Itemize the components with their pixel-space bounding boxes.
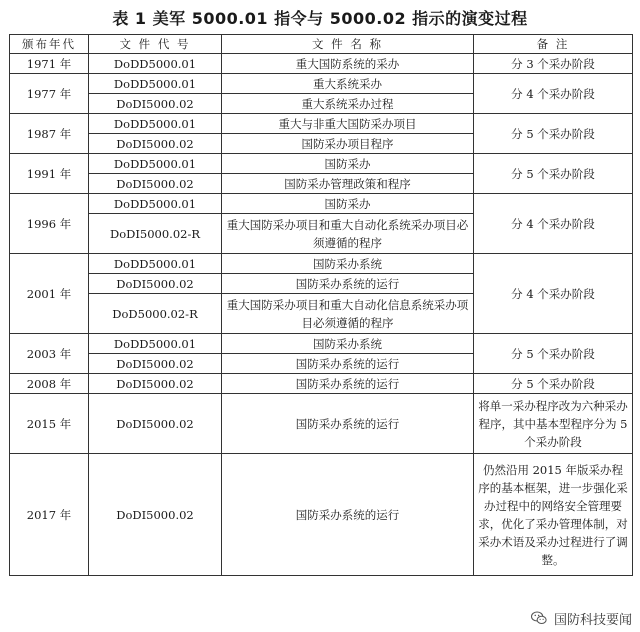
note-cell: 分 5 个采办阶段 <box>474 374 633 394</box>
table-row <box>10 154 633 174</box>
header-note: 备 注 <box>474 35 633 54</box>
table-row <box>10 374 633 394</box>
name-cell: 国防采办管理政策和程序 <box>222 174 474 194</box>
name-cell: 国防采办系统 <box>222 254 474 274</box>
table-title: 表 1 美军 5000.01 指令与 5000.02 指示的演变过程 <box>112 9 528 28</box>
name-cell: 国防采办系统的运行 <box>222 394 474 454</box>
code-cell: DoDD5000.01 <box>89 254 222 274</box>
evolution-table <box>9 34 633 576</box>
year-cell: 1987 年 <box>10 114 89 154</box>
note-cell: 分 4 个采办阶段 <box>474 194 633 254</box>
name-cell: 国防采办系统的运行 <box>222 274 474 294</box>
name-cell: 国防采办 <box>222 154 474 174</box>
header-row <box>10 35 633 54</box>
code-cell: DoDI5000.02 <box>89 374 222 394</box>
header-year: 颁布年代 <box>10 35 89 54</box>
wechat-icon <box>530 609 548 627</box>
code-cell: DoD5000.02-R <box>89 294 222 334</box>
year-cell: 1971 年 <box>10 54 89 74</box>
watermark <box>528 606 634 630</box>
name-cell: 重大与非重大国防采办项目 <box>222 114 474 134</box>
code-cell: DoDD5000.01 <box>89 114 222 134</box>
note-cell: 分 4 个采办阶段 <box>474 74 633 114</box>
code-cell: DoDI5000.02 <box>89 454 222 576</box>
name-cell: 重大系统采办 <box>222 74 474 94</box>
code-cell: DoDI5000.02 <box>89 274 222 294</box>
note-cell: 分 5 个采办阶段 <box>474 154 633 194</box>
table-row <box>10 254 633 274</box>
year-cell: 2003 年 <box>10 334 89 374</box>
code-cell: DoDD5000.01 <box>89 54 222 74</box>
table-row <box>10 74 633 94</box>
table-row <box>10 194 633 214</box>
code-cell: DoDD5000.01 <box>89 334 222 354</box>
table-row <box>10 394 633 454</box>
note-cell: 分 5 个采办阶段 <box>474 114 633 154</box>
code-cell: DoDD5000.01 <box>89 154 222 174</box>
year-cell: 2001 年 <box>10 254 89 334</box>
year-cell: 2008 年 <box>10 374 89 394</box>
note-cell: 分 4 个采办阶段 <box>474 254 633 334</box>
year-cell: 1991 年 <box>10 154 89 194</box>
year-cell: 1977 年 <box>10 74 89 114</box>
name-cell: 国防采办系统 <box>222 334 474 354</box>
name-cell: 国防采办项目程序 <box>222 134 474 154</box>
name-cell: 国防采办 <box>222 194 474 214</box>
code-cell: DoDI5000.02 <box>89 94 222 114</box>
name-cell: 重大国防采办项目和重大自动化信息系统采办项目必须遵循的程序 <box>222 294 474 334</box>
name-cell: 重大系统采办过程 <box>222 94 474 114</box>
name-cell: 国防采办系统的运行 <box>222 454 474 576</box>
code-cell: DoDD5000.01 <box>89 74 222 94</box>
table-row <box>10 54 633 74</box>
header-name: 文 件 名 称 <box>222 35 474 54</box>
note-cell: 分 3 个采办阶段 <box>474 54 633 74</box>
note-cell: 将单一采办程序改为六种采办程序，其中基本型程序分为 5 个采办阶段 <box>474 394 633 454</box>
code-cell: DoDI5000.02 <box>89 394 222 454</box>
year-cell: 2017 年 <box>10 454 89 576</box>
note-cell: 分 5 个采办阶段 <box>474 334 633 374</box>
year-cell: 1996 年 <box>10 194 89 254</box>
name-cell: 重大国防系统的采办 <box>222 54 474 74</box>
code-cell: DoDI5000.02 <box>89 354 222 374</box>
code-cell: DoDI5000.02 <box>89 134 222 154</box>
table-row <box>10 114 633 134</box>
header-code: 文 件 代 号 <box>89 35 222 54</box>
code-cell: DoDD5000.01 <box>89 194 222 214</box>
code-cell: DoDI5000.02 <box>89 174 222 194</box>
note-cell: 仍然沿用 2015 年版采办程序的基本框架，进一步强化采办过程中的网络安全管理要求，优化了采办管理体制，对采办术语及采办过程进行了调整。 <box>474 454 633 576</box>
watermark-text: 国防科技要闻 <box>553 612 632 628</box>
year-cell: 2015 年 <box>10 394 89 454</box>
code-cell: DoDI5000.02-R <box>89 214 222 254</box>
name-cell: 国防采办系统的运行 <box>222 374 474 394</box>
name-cell: 国防采办系统的运行 <box>222 354 474 374</box>
table-row <box>10 454 633 576</box>
name-cell: 重大国防采办项目和重大自动化系统采办项目必须遵循的程序 <box>222 214 474 254</box>
table-row <box>10 334 633 354</box>
